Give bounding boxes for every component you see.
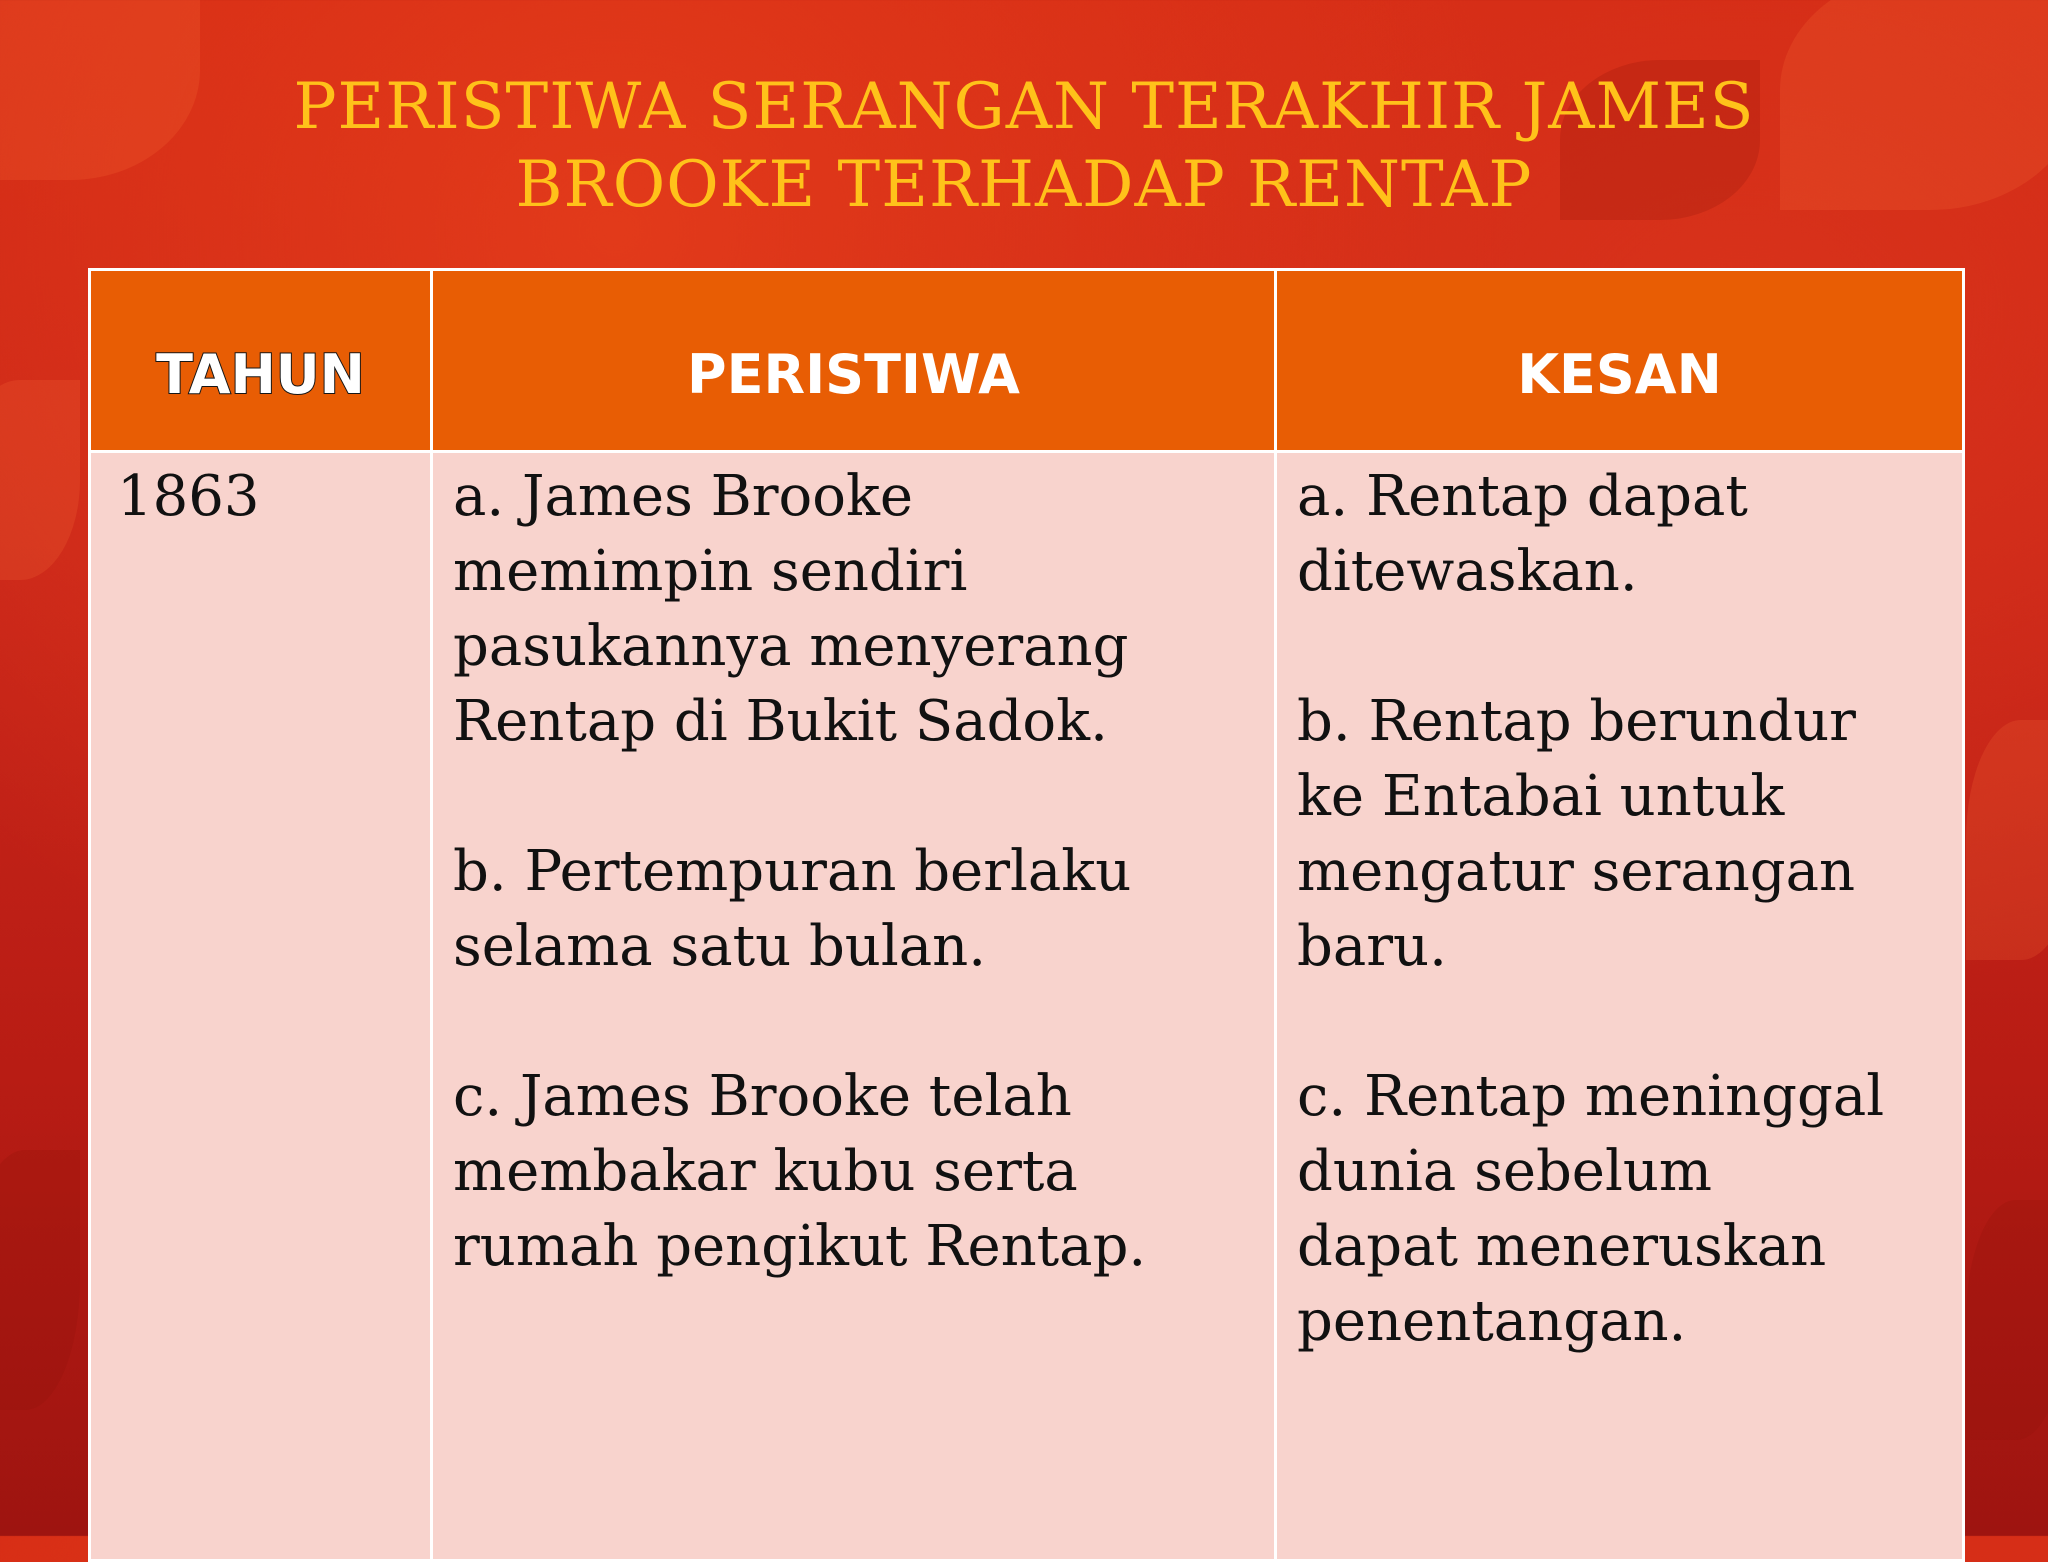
events-table [88, 268, 1965, 1562]
table-header-row [90, 270, 1964, 452]
background-leaf [0, 380, 80, 580]
header-event: PERISTIWA [432, 270, 1276, 452]
background-leaf [0, 1150, 80, 1410]
event-item-b: b. Pertempuran berlaku selama satu bulan. [453, 839, 1132, 979]
effect-item-c: c. Rentap meninggal dunia sebelum dapat meneruskan penentangan. [1297, 1064, 1885, 1354]
effect-item-b: b. Rentap berundur ke Entabai untuk mengatur serangan baru. [1297, 689, 1856, 979]
slide-title-line-2: BROOKE TERHADAP RENTAP [515, 148, 1533, 222]
event-item-c: c. James Brooke telah membakar kubu serta rumah pengikut Rentap. [453, 1064, 1147, 1279]
background-leaf [1966, 1200, 2048, 1440]
effect-cell [1276, 452, 1964, 1561]
header-year: TAHUN [90, 270, 432, 452]
background-leaf [1966, 720, 2048, 960]
event-cell [432, 452, 1276, 1561]
slide-title [0, 68, 2048, 224]
slide-title-line-1: PERISTIWA SERANGAN TERAKHIR JAMES [293, 70, 1755, 144]
year-cell [90, 452, 432, 1561]
effect-item-a: a. Rentap dapat ditewaskan. [1297, 464, 1748, 604]
header-effect: KESAN [1276, 270, 1964, 452]
event-item-a: a. James Brooke memimpin sendiri pasukannya menyerang Rentap di Bukit Sadok. [453, 464, 1129, 754]
table-row [90, 452, 1964, 1561]
year-value: 1863 [117, 464, 260, 529]
